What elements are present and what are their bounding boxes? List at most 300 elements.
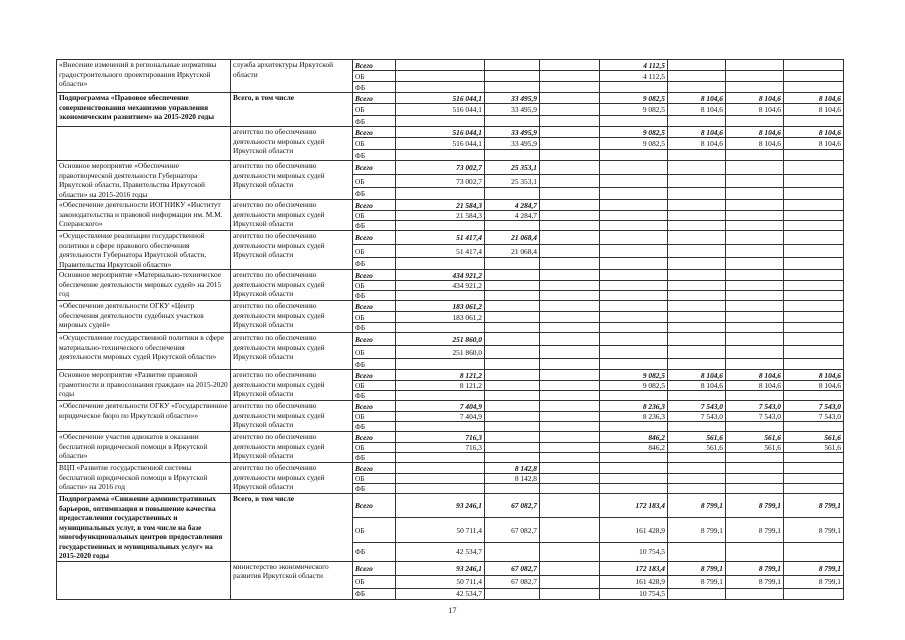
amount-cell: 4 284,7: [485, 211, 540, 221]
amount-cell: [668, 281, 726, 291]
activity-name: «Обеспечение деятельности ОГКУ «Центр обеспечения деятельности судебных участков мировых судей»: [57, 301, 231, 333]
table-row: [57, 561, 844, 575]
amount-cell: [540, 270, 600, 281]
amount-cell: [784, 312, 844, 323]
amount-cell: 7 543,0: [668, 401, 726, 412]
amount-cell: [540, 370, 600, 381]
amount-cell: [540, 333, 600, 346]
amount-cell: [668, 211, 726, 221]
funding-source: ФБ: [353, 323, 396, 333]
activity-name: Подпрограмма «Правовое обеспечение совершенствования механизмов управления экономическим развитием» на 2015-2020 годы: [57, 93, 231, 127]
table-row: [57, 333, 844, 346]
amount-cell: [784, 188, 844, 200]
amount-cell: [600, 150, 668, 161]
amount-cell: 93 246,1: [396, 494, 485, 518]
funding-source: ОБ: [353, 71, 396, 82]
amount-cell: [726, 301, 784, 312]
amount-cell: [396, 60, 485, 71]
amount-cell: 7 543,0: [784, 412, 844, 422]
funding-source: ФБ: [353, 422, 396, 432]
amount-cell: 8 104,6: [726, 93, 784, 104]
funding-source: Всего: [353, 270, 396, 281]
funding-source: ФБ: [353, 542, 396, 561]
amount-cell: 8 799,1: [668, 518, 726, 542]
amount-cell: [540, 244, 600, 258]
amount-cell: [540, 301, 600, 312]
amount-cell: 8 104,6: [784, 127, 844, 138]
amount-cell: [600, 221, 668, 231]
amount-cell: [600, 258, 668, 270]
amount-cell: [726, 258, 784, 270]
amount-cell: [600, 463, 668, 474]
amount-cell: [600, 188, 668, 200]
amount-cell: [726, 422, 784, 432]
amount-cell: 561,6: [726, 432, 784, 443]
amount-cell: [485, 370, 540, 381]
amount-cell: [784, 60, 844, 71]
amount-cell: [668, 301, 726, 312]
amount-cell: 7 543,0: [726, 412, 784, 422]
amount-cell: 51 417,4: [396, 231, 485, 245]
amount-cell: [485, 281, 540, 291]
amount-cell: [485, 312, 540, 323]
amount-cell: [668, 258, 726, 270]
amount-cell: [540, 443, 600, 453]
amount-cell: [600, 231, 668, 245]
amount-cell: [600, 333, 668, 346]
amount-cell: [668, 82, 726, 93]
amount-cell: [668, 474, 726, 484]
amount-cell: [485, 188, 540, 200]
amount-cell: [540, 575, 600, 588]
executor: агентство по обеспечению деятельности мировых судей Иркутской области: [231, 127, 353, 161]
amount-cell: 8 104,6: [668, 104, 726, 116]
amount-cell: [668, 161, 726, 175]
funding-source: ФБ: [353, 150, 396, 161]
activity-name: «Обеспечение деятельности ОГКУ «Государственное юридическое бюро по Иркутской области»»: [57, 401, 231, 432]
amount-cell: [485, 323, 540, 333]
amount-cell: [784, 323, 844, 333]
executor: агентство по обеспечению деятельности мировых судей Иркутской области: [231, 301, 353, 333]
funding-source: ОБ: [353, 518, 396, 542]
amount-cell: 8 799,1: [726, 518, 784, 542]
amount-cell: 561,6: [784, 443, 844, 453]
activity-name: Основное мероприятие «Обеспечение правотворческой деятельности Губернатора Иркутской области, Правительства Иркутской области» на 2015-2016 годы: [57, 161, 231, 200]
amount-cell: [726, 323, 784, 333]
funding-source: ОБ: [353, 575, 396, 588]
amount-cell: [396, 359, 485, 370]
amount-cell: [540, 542, 600, 561]
funding-source: ОБ: [353, 312, 396, 323]
amount-cell: [485, 443, 540, 453]
amount-cell: [540, 312, 600, 323]
amount-cell: [726, 116, 784, 127]
amount-cell: [726, 188, 784, 200]
amount-cell: 8 104,6: [668, 93, 726, 104]
table-row: [57, 127, 844, 138]
amount-cell: [540, 138, 600, 150]
amount-cell: [668, 71, 726, 82]
amount-cell: [668, 312, 726, 323]
table-row: [57, 93, 844, 104]
amount-cell: 8 799,1: [784, 494, 844, 518]
amount-cell: 42 534,7: [396, 588, 485, 599]
amount-cell: 8 104,6: [668, 370, 726, 381]
funding-source: ФБ: [353, 221, 396, 231]
amount-cell: [600, 484, 668, 494]
amount-cell: 67 082,7: [485, 575, 540, 588]
amount-cell: [668, 270, 726, 281]
amount-cell: [668, 323, 726, 333]
amount-cell: 21 584,3: [396, 211, 485, 221]
amount-cell: [726, 542, 784, 561]
amount-cell: [540, 104, 600, 116]
amount-cell: 8 799,1: [726, 575, 784, 588]
amount-cell: [668, 188, 726, 200]
amount-cell: [726, 270, 784, 281]
amount-cell: 33 495,9: [485, 127, 540, 138]
funding-source: ОБ: [353, 211, 396, 221]
amount-cell: 8 104,6: [726, 370, 784, 381]
amount-cell: [540, 127, 600, 138]
amount-cell: [726, 453, 784, 463]
amount-cell: [540, 381, 600, 391]
executor: агентство по обеспечению деятельности мировых судей Иркутской области: [231, 161, 353, 200]
amount-cell: [668, 333, 726, 346]
amount-cell: [540, 463, 600, 474]
funding-source: ОБ: [353, 443, 396, 453]
amount-cell: [396, 258, 485, 270]
amount-cell: 8 104,6: [668, 127, 726, 138]
amount-cell: [726, 359, 784, 370]
funding-source: ОБ: [353, 346, 396, 359]
amount-cell: 4 284,7: [485, 200, 540, 211]
amount-cell: 21 584,3: [396, 200, 485, 211]
amount-cell: 25 353,1: [485, 174, 540, 188]
amount-cell: [668, 453, 726, 463]
funding-source: Всего: [353, 494, 396, 518]
amount-cell: 7 543,0: [784, 401, 844, 412]
amount-cell: [485, 150, 540, 161]
amount-cell: 67 082,7: [485, 494, 540, 518]
amount-cell: [540, 82, 600, 93]
amount-cell: [540, 561, 600, 575]
amount-cell: [485, 60, 540, 71]
amount-cell: 9 082,5: [600, 127, 668, 138]
funding-source: ОБ: [353, 174, 396, 188]
funding-source: ФБ: [353, 484, 396, 494]
executor: агентство по обеспечению деятельности мировых судей Иркутской области: [231, 432, 353, 463]
amount-cell: 8 104,6: [784, 370, 844, 381]
amount-cell: [540, 453, 600, 463]
activity-name: Подпрограмма «Снижение административных барьеров, оптимизация и повышение качества предоставления государственных и муниципальных услуг, в том числе на базе многофункциональных центров предоставления государственных и муниципальных услуг» на 2015-2020 годы: [57, 494, 231, 562]
amount-cell: [485, 71, 540, 82]
amount-cell: 8 104,6: [784, 93, 844, 104]
activity-name: Основное мероприятие «Материально-техническое обеспечение деятельности мировых судей» на 2015 год: [57, 270, 231, 301]
amount-cell: 8 104,6: [668, 381, 726, 391]
amount-cell: 51 417,4: [396, 244, 485, 258]
amount-cell: [485, 484, 540, 494]
amount-cell: [726, 174, 784, 188]
amount-cell: [485, 453, 540, 463]
funding-source: ОБ: [353, 104, 396, 116]
amount-cell: [726, 244, 784, 258]
activity-name: «Осуществление государственной политики в сфере материально-технического обеспечения деятельности мировых судей Иркутской области»: [57, 333, 231, 370]
table-row: [57, 231, 844, 245]
amount-cell: 8 104,6: [668, 138, 726, 150]
amount-cell: 50 711,4: [396, 575, 485, 588]
amount-cell: [540, 359, 600, 370]
amount-cell: [396, 116, 485, 127]
amount-cell: 33 495,9: [485, 93, 540, 104]
amount-cell: 172 183,4: [600, 561, 668, 575]
amount-cell: [784, 281, 844, 291]
amount-cell: 33 495,9: [485, 138, 540, 150]
table-row: [57, 432, 844, 443]
amount-cell: [600, 391, 668, 401]
amount-cell: 8 104,6: [726, 127, 784, 138]
amount-cell: [396, 484, 485, 494]
amount-cell: [396, 291, 485, 301]
amount-cell: 42 534,7: [396, 542, 485, 561]
amount-cell: [540, 174, 600, 188]
amount-cell: [396, 474, 485, 484]
executor: агентство по обеспечению деятельности мировых судей Иркутской области: [231, 333, 353, 370]
amount-cell: [600, 453, 668, 463]
amount-cell: [726, 291, 784, 301]
table-row: [57, 494, 844, 518]
amount-cell: 8 799,1: [726, 494, 784, 518]
page-number: 17: [448, 606, 457, 615]
amount-cell: [485, 359, 540, 370]
amount-cell: 434 921,2: [396, 270, 485, 281]
amount-cell: [600, 200, 668, 211]
amount-cell: [485, 588, 540, 599]
funding-source: Всего: [353, 127, 396, 138]
amount-cell: [396, 221, 485, 231]
amount-cell: [784, 244, 844, 258]
amount-cell: [668, 391, 726, 401]
amount-cell: [600, 211, 668, 221]
table-row: [57, 463, 844, 474]
amount-cell: 9 082,5: [600, 104, 668, 116]
funding-source: ФБ: [353, 82, 396, 93]
amount-cell: 251 860,0: [396, 333, 485, 346]
amount-cell: [485, 270, 540, 281]
amount-cell: [485, 333, 540, 346]
amount-cell: [668, 542, 726, 561]
amount-cell: [540, 200, 600, 211]
amount-cell: [540, 211, 600, 221]
amount-cell: [668, 174, 726, 188]
activity-name: «Обеспечение участия адвокатов в оказании бесплатной юридической помощи в Иркутской области»: [57, 432, 231, 463]
amount-cell: [485, 82, 540, 93]
amount-cell: [540, 484, 600, 494]
amount-cell: [726, 391, 784, 401]
amount-cell: 4 112,5: [600, 60, 668, 71]
amount-cell: 8 799,1: [668, 561, 726, 575]
amount-cell: [784, 71, 844, 82]
amount-cell: [485, 346, 540, 359]
amount-cell: [784, 174, 844, 188]
amount-cell: 93 246,1: [396, 561, 485, 575]
amount-cell: [784, 474, 844, 484]
amount-cell: [668, 422, 726, 432]
amount-cell: 73 002,7: [396, 161, 485, 175]
executor: служба архитектуры Иркутской области: [231, 60, 353, 93]
amount-cell: [726, 82, 784, 93]
amount-cell: [726, 71, 784, 82]
amount-cell: [784, 258, 844, 270]
amount-cell: [396, 323, 485, 333]
amount-cell: 9 082,5: [600, 370, 668, 381]
amount-cell: [784, 211, 844, 221]
amount-cell: 21 068,4: [485, 244, 540, 258]
amount-cell: 846,2: [600, 432, 668, 443]
activity-name: «Внесение изменений в региональные нормативы градостроительного проектирования Иркутской области»: [57, 60, 231, 93]
table-row: [57, 161, 844, 175]
amount-cell: 561,6: [668, 432, 726, 443]
funding-source: ОБ: [353, 281, 396, 291]
amount-cell: [600, 174, 668, 188]
amount-cell: [600, 270, 668, 281]
amount-cell: 10 754,5: [600, 542, 668, 561]
amount-cell: [726, 484, 784, 494]
amount-cell: 8 799,1: [668, 575, 726, 588]
activity-name: «Осуществление реализации государственной политики в сфере правового обеспечения деятельности Губернатора Иркутской области, Правительства Иркутской области»: [57, 231, 231, 270]
amount-cell: 7 404,9: [396, 401, 485, 412]
amount-cell: 251 860,0: [396, 346, 485, 359]
funding-source: ОБ: [353, 381, 396, 391]
amount-cell: 8 121,2: [396, 381, 485, 391]
amount-cell: [540, 281, 600, 291]
amount-cell: 8 104,6: [726, 138, 784, 150]
amount-cell: 716,3: [396, 432, 485, 443]
funding-source: Всего: [353, 370, 396, 381]
activity-name: Основное мероприятие «Развитие правовой грамотности и правосознания граждан» на 2015-2020 годы: [57, 370, 231, 401]
amount-cell: [485, 432, 540, 443]
amount-cell: [668, 116, 726, 127]
amount-cell: [600, 161, 668, 175]
amount-cell: [600, 312, 668, 323]
amount-cell: [726, 281, 784, 291]
amount-cell: [485, 401, 540, 412]
amount-cell: [540, 258, 600, 270]
executor: агентство по обеспечению деятельности мировых судей Иркутской области: [231, 370, 353, 401]
amount-cell: [540, 391, 600, 401]
funding-source: ФБ: [353, 188, 396, 200]
amount-cell: [485, 258, 540, 270]
amount-cell: [540, 518, 600, 542]
amount-cell: [784, 221, 844, 231]
activity-name-empty: [57, 127, 231, 161]
amount-cell: [485, 291, 540, 301]
table-row: [57, 270, 844, 281]
amount-cell: 10 754,5: [600, 588, 668, 599]
amount-cell: [668, 346, 726, 359]
amount-cell: [485, 381, 540, 391]
amount-cell: 183 061,2: [396, 301, 485, 312]
amount-cell: [668, 231, 726, 245]
amount-cell: 7 543,0: [668, 412, 726, 422]
amount-cell: [396, 463, 485, 474]
table-row: [57, 301, 844, 312]
amount-cell: [600, 346, 668, 359]
amount-cell: 8 104,6: [726, 104, 784, 116]
amount-cell: 516 044,1: [396, 93, 485, 104]
amount-cell: 7 404,9: [396, 412, 485, 422]
amount-cell: 9 082,5: [600, 138, 668, 150]
amount-cell: 8 236,3: [600, 401, 668, 412]
amount-cell: [784, 231, 844, 245]
amount-cell: [668, 484, 726, 494]
amount-cell: 8 799,1: [668, 494, 726, 518]
amount-cell: [784, 422, 844, 432]
amount-cell: 172 183,4: [600, 494, 668, 518]
amount-cell: [600, 422, 668, 432]
amount-cell: [784, 359, 844, 370]
amount-cell: 33 495,9: [485, 104, 540, 116]
amount-cell: [726, 231, 784, 245]
amount-cell: [726, 463, 784, 474]
amount-cell: 183 061,2: [396, 312, 485, 323]
amount-cell: [784, 200, 844, 211]
amount-cell: 8 142,8: [485, 463, 540, 474]
amount-cell: [396, 391, 485, 401]
amount-cell: [485, 542, 540, 561]
funding-source: Всего: [353, 333, 396, 346]
table-row: [57, 60, 844, 71]
amount-cell: 161 428,9: [600, 575, 668, 588]
amount-cell: [784, 291, 844, 301]
amount-cell: [540, 494, 600, 518]
amount-cell: [540, 432, 600, 443]
executor: Всего, в том числе: [231, 494, 353, 562]
amount-cell: [540, 291, 600, 301]
amount-cell: [396, 71, 485, 82]
amount-cell: [540, 346, 600, 359]
amount-cell: [784, 161, 844, 175]
amount-cell: [784, 484, 844, 494]
amount-cell: [396, 150, 485, 161]
amount-cell: [668, 244, 726, 258]
amount-cell: 8 799,1: [784, 561, 844, 575]
executor: министерство экономического развития Иркутской области: [231, 561, 353, 599]
amount-cell: [485, 391, 540, 401]
activity-name-empty: [57, 561, 231, 599]
amount-cell: [540, 412, 600, 422]
funding-source: Всего: [353, 432, 396, 443]
amount-cell: 67 082,7: [485, 518, 540, 542]
amount-cell: [668, 291, 726, 301]
amount-cell: [726, 200, 784, 211]
executor: агентство по обеспечению деятельности мировых судей Иркутской области: [231, 270, 353, 301]
amount-cell: [726, 346, 784, 359]
amount-cell: 7 543,0: [726, 401, 784, 412]
amount-cell: [726, 150, 784, 161]
amount-cell: [600, 301, 668, 312]
amount-cell: [726, 221, 784, 231]
executor: агентство по обеспечению деятельности мировых судей Иркутской области: [231, 200, 353, 231]
amount-cell: 8 104,6: [784, 104, 844, 116]
amount-cell: [668, 588, 726, 599]
amount-cell: [726, 333, 784, 346]
amount-cell: [600, 291, 668, 301]
amount-cell: [784, 150, 844, 161]
amount-cell: 561,6: [784, 432, 844, 443]
amount-cell: 8 799,1: [784, 575, 844, 588]
funding-source: Всего: [353, 561, 396, 575]
